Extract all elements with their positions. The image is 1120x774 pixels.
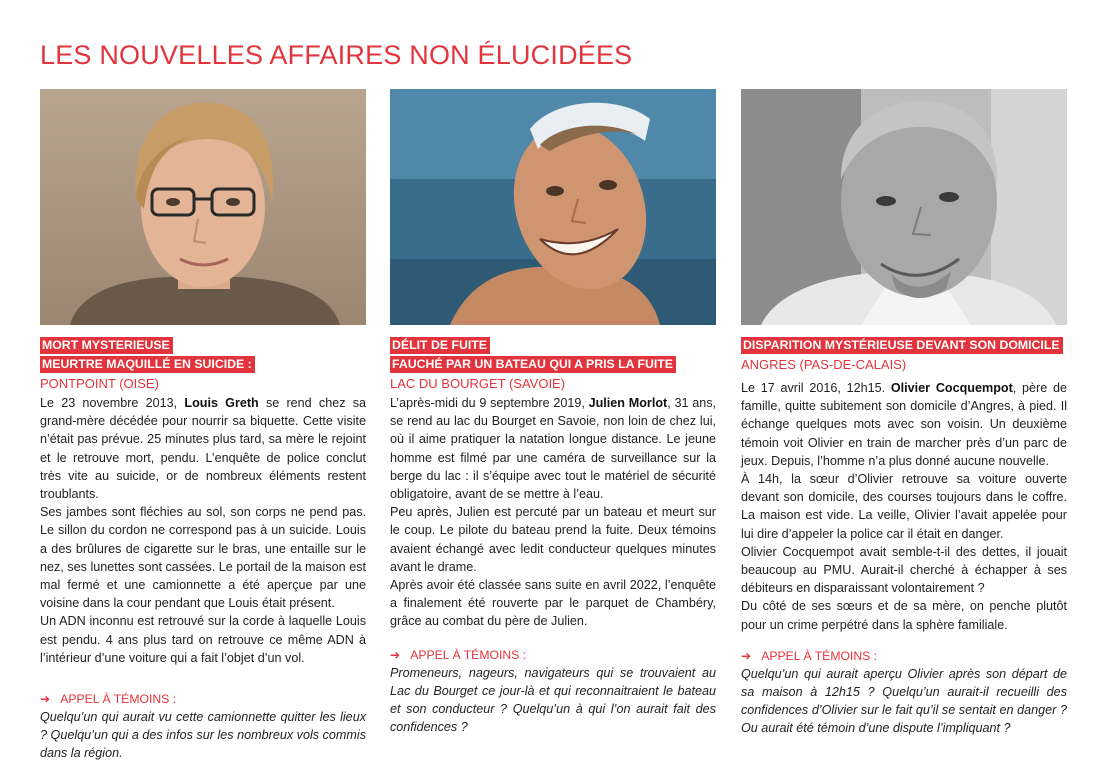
page-title: LES NOUVELLES AFFAIRES NON ÉLUCIDÉES: [40, 40, 633, 70]
headline-tag: FAUCHÉ PAR UN BATEAU QUI A PRIS LA FUITE: [390, 356, 676, 373]
paragraph: Après avoir été classée sans suite en avril 2022, l’enquête a finalement été rouverte par le parquet de Chambéry, grâce au combat du père de Julien.: [390, 578, 716, 629]
case-body: [390, 394, 716, 631]
paragraph: L’après-midi du 9 septembre 2019, Julien Morlot, 31 ans, se rend au lac du Bourget en Savoie, non loin de chez lui, où il aime pratiquer la natation longue distance. Le jeune homme est filmé par une caméra de surveillance sur la berge du lac : il s’équipe avec tout le matériel de sécurité obligatoire, avant de se mettre à l’eau.: [390, 396, 717, 502]
case-louis-greth: [40, 89, 366, 763]
arrow-right-icon: ➔: [40, 692, 51, 707]
case-olivier-cocquempot: [741, 89, 1067, 738]
paragraph: À 14h, la sœur d’Olivier retrouve sa voiture ouverte devant son domicile, des courses toujours dans le coffre. La maison est vide. La veille, Olivier l’avait appelée pour lui dire d’appeler la police car il était en danger.: [741, 472, 1067, 541]
case-body: [741, 379, 1067, 634]
location: PONTPOINT (OISE): [40, 376, 159, 391]
person-name: Louis Greth: [184, 396, 259, 410]
appeal-text: Quelqu’un qui aurait vu cette camionnette quitter les lieux ? Quelqu’un qui a des infos sur les nombreux vols commis dans la région.: [40, 710, 366, 761]
paragraph: Un ADN inconnu est retrouvé sur la corde à laquelle Louis est pendu. 4 ans plus tard on retrouve ce même ADN à l’intérieur d’une voiture qui a fait l’objet d’un vol.: [40, 614, 366, 665]
category-tag: DISPARITION MYSTÉRIEUSE DEVANT SON DOMICILE: [741, 337, 1063, 354]
appeal-heading: ➔ APPEL À TÉMOINS :: [741, 648, 878, 663]
appeal-text: Promeneurs, nageurs, navigateurs qui se trouvaient au Lac du Bourget ce jour-là et qui reconnaitraient le bateau et son conducteur ? Quelqu’un à qui l’on aurait fait des confidences ?: [390, 665, 716, 735]
paragraph: Le 17 avril 2016, 12h15. Olivier Cocquempot, père de famille, quitte subitement son domicile d’Angres, à pied. Il échange quelques mots avec son voisin. Un deuxième témoin voit Olivier en train de marcher près d’un parc de jeux. Depuis, l’homme n’a plus donné aucune nouvelle.: [741, 381, 1067, 468]
person-name: Olivier Cocquempot: [890, 381, 1013, 395]
person-name: Julien Morlot: [588, 396, 668, 410]
headline-tag: MEURTRE MAQUILLÉ EN SUICIDE :: [40, 356, 255, 373]
appeal-heading: ➔ APPEL À TÉMOINS :: [40, 692, 177, 707]
location: LAC DU BOURGET (SAVOIE): [390, 376, 566, 391]
appeal-text: Quelqu’un qui aurait aperçu Olivier après son départ de sa maison à 12h15 ? Quelqu’un aurait-il recueilli des confidences d’Olivier sur le fait qu’il se sentait en danger ? Ou aurait été témoin d’une dispute l’impliquant ?: [741, 666, 1067, 736]
photo-louis-greth: [40, 89, 366, 325]
location: ANGRES (PAS-DE-CALAIS): [741, 357, 907, 372]
category-tag: MORT MYSTERIEUSE: [40, 337, 173, 354]
case-julien-morlot: [390, 89, 716, 736]
paragraph: Le 23 novembre 2013, Louis Greth se rend chez sa grand-mère décédée pour nourrir sa biquette. Cette visite n’était pas prévue. 25 minutes plus tard, sa mère le rejoint et le retrouve mort, pendu. L’enquête de police conclut très vite au suicide, or de nombreux éléments restent troublants.: [40, 396, 367, 502]
case-body: [40, 394, 366, 667]
paragraph: Ses jambes sont fléchies au sol, son corps ne pend pas. Le sillon du cordon ne correspond pas à un suicide. Louis a des brûlures de cigarette sur le bras, une entaille sur le nez, ses lunettes sont cassées. Le portail de la maison est mal fermé et une camionnette a été aperçue par une voisine dans la cour pendant que Louis était présent.: [40, 505, 366, 611]
appeal-heading: ➔ APPEL À TÉMOINS :: [390, 647, 527, 662]
paragraph: Peu après, Julien est percuté par un bateau et meurt sur le coup. Le pilote du bateau prend la fuite. Deux témoins avaient échangé avec ledit conducteur quelques minutes avant le drame.: [390, 505, 716, 574]
category-tag: DÉLIT DE FUITE: [390, 337, 490, 354]
paragraph: Olivier Cocquempot avait semble-t-il des dettes, il jouait beaucoup au PMU. Aurait-il cherché à échapper à ses débiteurs en disparaissant volontairement ?: [741, 544, 1067, 596]
photo-julien-morlot: [390, 89, 716, 325]
arrow-right-icon: ➔: [741, 648, 752, 663]
photo-olivier-cocquempot: [741, 89, 1067, 325]
paragraph: Du côté de ses sœurs et de sa mère, on penche plutôt pour un crime perpétré dans la sphère familiale.: [741, 599, 1067, 632]
arrow-right-icon: ➔: [390, 647, 401, 662]
